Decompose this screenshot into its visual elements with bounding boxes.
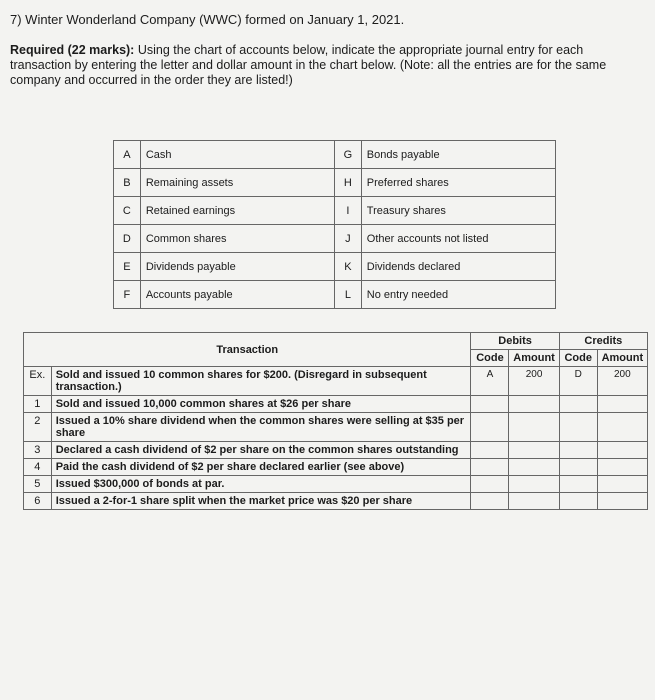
account-code: L bbox=[334, 281, 361, 309]
credit-code-cell[interactable]: D bbox=[559, 367, 597, 396]
transaction-number: 6 bbox=[24, 493, 52, 510]
debit-amount-header: Amount bbox=[509, 350, 559, 367]
question-header bbox=[10, 12, 645, 88]
credit-amount-cell[interactable] bbox=[597, 442, 647, 459]
debit-amount-cell[interactable]: 200 bbox=[509, 367, 559, 396]
debit-code-cell[interactable]: A bbox=[471, 367, 509, 396]
account-code: J bbox=[334, 225, 361, 253]
debit-code-cell[interactable] bbox=[471, 442, 509, 459]
transaction-number: 4 bbox=[24, 459, 52, 476]
debit-amount-cell[interactable] bbox=[509, 396, 559, 413]
credit-amount-header: Amount bbox=[597, 350, 647, 367]
instructions-text: Using the chart of accounts below, indicate the appropriate journal entry for each transaction by entering the letter and dollar amount in the chart below. (Note: all the entries are for the same company and occurred in the order they are listed!) bbox=[10, 43, 607, 87]
account-name: Bonds payable bbox=[361, 141, 555, 169]
account-row bbox=[114, 281, 556, 309]
credit-amount-cell[interactable] bbox=[597, 413, 647, 442]
credit-code-cell[interactable] bbox=[559, 396, 597, 413]
debit-amount-cell[interactable] bbox=[509, 442, 559, 459]
question-instructions bbox=[10, 43, 645, 88]
account-code: G bbox=[334, 141, 361, 169]
credit-code-cell[interactable] bbox=[559, 476, 597, 493]
account-name: Dividends payable bbox=[140, 253, 334, 281]
transaction-header: Transaction bbox=[24, 333, 471, 367]
transaction-row bbox=[24, 493, 648, 510]
credit-amount-cell[interactable] bbox=[597, 493, 647, 510]
credit-code-cell[interactable] bbox=[559, 459, 597, 476]
credit-amount-cell[interactable] bbox=[597, 476, 647, 493]
transaction-row bbox=[24, 459, 648, 476]
transaction-description: Sold and issued 10,000 common shares at $26 per share bbox=[51, 396, 471, 413]
account-name: Common shares bbox=[140, 225, 334, 253]
journal-entry-table bbox=[23, 332, 648, 510]
credit-code-cell[interactable] bbox=[559, 413, 597, 442]
account-code: D bbox=[114, 225, 141, 253]
account-row bbox=[114, 141, 556, 169]
transaction-description: Sold and issued 10 common shares for $200. (Disregard in subsequent transaction.) bbox=[51, 367, 471, 396]
transaction-description: Issued a 2-for-1 share split when the market price was $20 per share bbox=[51, 493, 471, 510]
debit-code-cell[interactable] bbox=[471, 413, 509, 442]
account-row bbox=[114, 225, 556, 253]
debit-amount-cell[interactable] bbox=[509, 459, 559, 476]
debit-code-cell[interactable] bbox=[471, 476, 509, 493]
debit-code-header: Code bbox=[471, 350, 509, 367]
account-name: Remaining assets bbox=[140, 169, 334, 197]
transaction-description: Issued $300,000 of bonds at par. bbox=[51, 476, 471, 493]
account-name: Accounts payable bbox=[140, 281, 334, 309]
transaction-number: 2 bbox=[24, 413, 52, 442]
debit-code-cell[interactable] bbox=[471, 459, 509, 476]
account-name: Treasury shares bbox=[361, 197, 555, 225]
debits-header: Debits bbox=[471, 333, 559, 350]
transaction-row bbox=[24, 396, 648, 413]
account-code: C bbox=[114, 197, 141, 225]
credit-amount-cell[interactable]: 200 bbox=[597, 367, 647, 396]
question-title: 7) Winter Wonderland Company (WWC) formed on January 1, 2021. bbox=[10, 12, 405, 27]
account-row bbox=[114, 253, 556, 281]
account-row bbox=[114, 169, 556, 197]
transaction-description: Declared a cash dividend of $2 per share on the common shares outstanding bbox=[51, 442, 471, 459]
transaction-row bbox=[24, 413, 648, 442]
account-name: No entry needed bbox=[361, 281, 555, 309]
transaction-description: Paid the cash dividend of $2 per share declared earlier (see above) bbox=[51, 459, 471, 476]
account-name: Other accounts not listed bbox=[361, 225, 555, 253]
transaction-number: Ex. bbox=[24, 367, 52, 396]
transaction-row bbox=[24, 367, 648, 396]
credit-code-cell[interactable] bbox=[559, 493, 597, 510]
account-code: K bbox=[334, 253, 361, 281]
transaction-number: 5 bbox=[24, 476, 52, 493]
debit-amount-cell[interactable] bbox=[509, 493, 559, 510]
account-name: Dividends declared bbox=[361, 253, 555, 281]
account-name: Preferred shares bbox=[361, 169, 555, 197]
debit-amount-cell[interactable] bbox=[509, 413, 559, 442]
account-code: A bbox=[114, 141, 141, 169]
account-code: I bbox=[334, 197, 361, 225]
debit-code-cell[interactable] bbox=[471, 396, 509, 413]
transaction-row bbox=[24, 442, 648, 459]
transaction-row bbox=[24, 476, 648, 493]
debit-code-cell[interactable] bbox=[471, 493, 509, 510]
account-code: B bbox=[114, 169, 141, 197]
account-code: E bbox=[114, 253, 141, 281]
account-code: F bbox=[114, 281, 141, 309]
chart-of-accounts bbox=[113, 140, 556, 309]
debit-amount-cell[interactable] bbox=[509, 476, 559, 493]
transaction-number: 1 bbox=[24, 396, 52, 413]
account-row bbox=[114, 197, 556, 225]
required-label: Required (22 marks): bbox=[10, 43, 135, 57]
account-name: Retained earnings bbox=[140, 197, 334, 225]
credit-code-cell[interactable] bbox=[559, 442, 597, 459]
credits-header: Credits bbox=[559, 333, 647, 350]
credit-amount-cell[interactable] bbox=[597, 459, 647, 476]
credit-amount-cell[interactable] bbox=[597, 396, 647, 413]
transaction-description: Issued a 10% share dividend when the common shares were selling at $35 per share bbox=[51, 413, 471, 442]
account-name: Cash bbox=[140, 141, 334, 169]
credit-code-header: Code bbox=[559, 350, 597, 367]
transaction-number: 3 bbox=[24, 442, 52, 459]
account-code: H bbox=[334, 169, 361, 197]
